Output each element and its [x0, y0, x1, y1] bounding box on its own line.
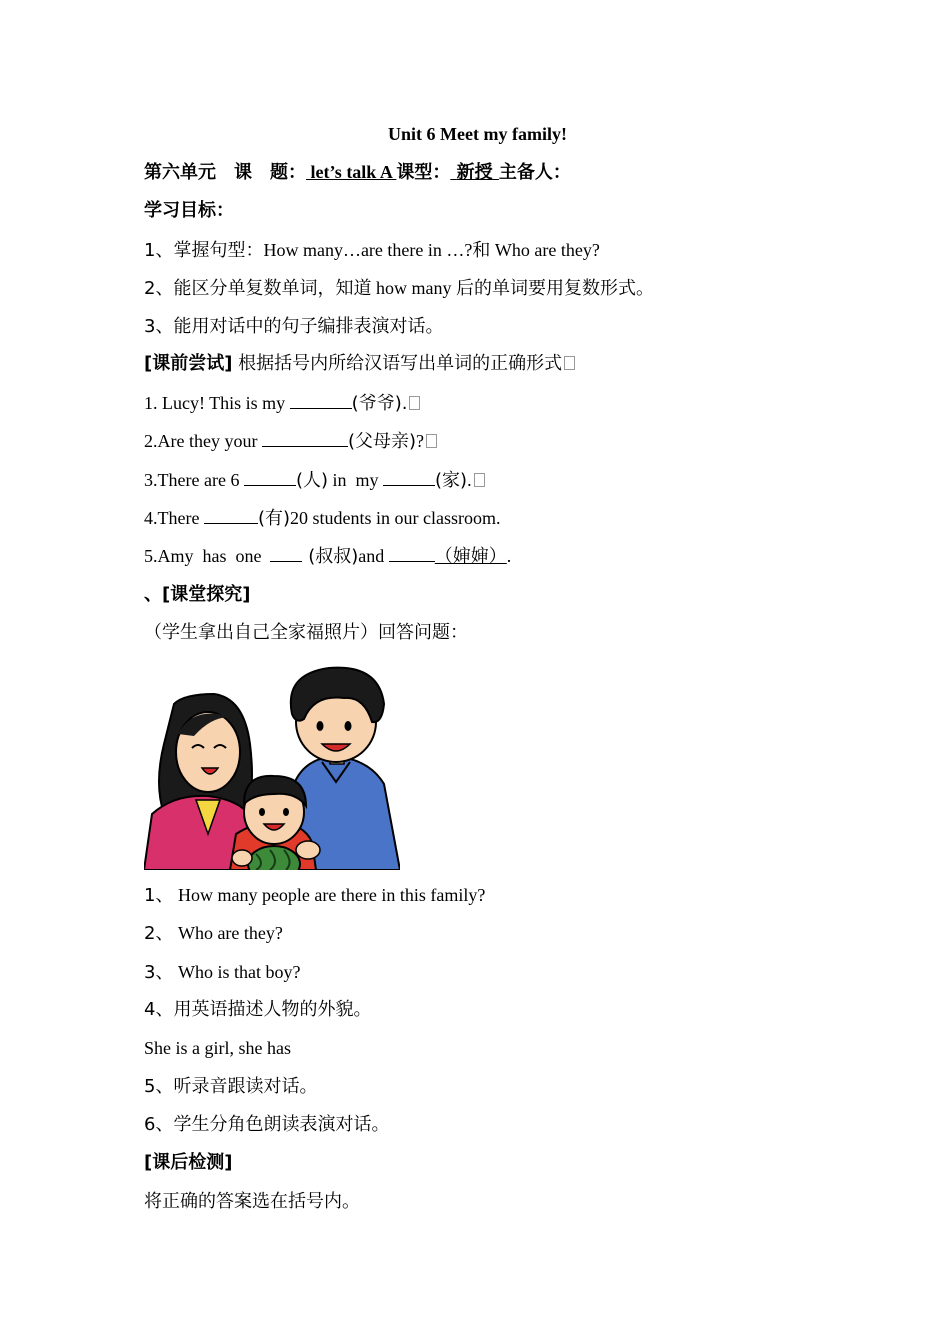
- missing-glyph-icon: [426, 434, 437, 448]
- question-5: 5、听录音跟读对话。: [144, 1076, 318, 1097]
- answer-blank[interactable]: [389, 545, 435, 562]
- pretest-item-2: 2.Are they your (父母亲)?: [144, 429, 437, 454]
- sample-sentence: She is a girl, she has: [144, 1038, 291, 1058]
- answer-blank[interactable]: [290, 392, 352, 409]
- pretest-heading: [课前尝试]: [144, 353, 233, 374]
- family-illustration: [144, 664, 400, 870]
- pretest-item-5: 5.Amy has one (叔叔)and （婶婶）.: [144, 546, 512, 567]
- question-6: 6、学生分角色朗读表演对话。: [144, 1114, 390, 1135]
- question-1: 1、 How many people are there in this family?: [144, 885, 486, 906]
- explore-heading: 、[课堂探究]: [144, 584, 251, 605]
- objective-item-3: 3、能用对话中的句子编排表演对话。: [144, 316, 444, 337]
- pretest-item-3: 3.There are 6 (人) in my (家).: [144, 468, 485, 493]
- pretest-item-4: 4.There (有)20 students in our classroom.: [144, 508, 501, 529]
- pretest-item-1: 1. Lucy! This is my (爷爷).: [144, 391, 420, 416]
- question-4: 4、用英语描述人物的外貌。: [144, 999, 372, 1020]
- posttest-instruction: 将正确的答案选在括号内。: [144, 1191, 360, 1212]
- answer-blank[interactable]: [204, 507, 258, 524]
- answer-blank[interactable]: [270, 545, 302, 562]
- type-label: 课型：: [396, 162, 451, 183]
- pretest-line: [144, 352, 575, 376]
- missing-glyph-icon: [409, 396, 420, 410]
- topic-value: let’s talk A: [310, 162, 392, 182]
- explore-instruction: （学生拿出自己全家福照片）回答问题：: [144, 622, 468, 643]
- type-value: 新授: [456, 162, 493, 183]
- objectives-heading: 学习目标：: [144, 200, 234, 221]
- pretest-instruction: 根据括号内所给汉语写出单词的正确形式: [232, 353, 563, 374]
- answer-blank[interactable]: [244, 469, 296, 486]
- objective-item-1: 1、掌握句型：How many…are there in …?和 Who are they?: [144, 240, 600, 261]
- missing-glyph-icon: [474, 473, 485, 487]
- question-3: 3、 Who is that boy?: [144, 962, 301, 983]
- answer-blank[interactable]: [262, 430, 348, 447]
- header-line: [144, 160, 571, 185]
- posttest-heading: [课后检测]: [144, 1152, 233, 1173]
- answer-blank[interactable]: [383, 469, 435, 486]
- author-label: 主备人：: [498, 162, 571, 183]
- document-title: Unit 6 Meet my family!: [388, 124, 567, 144]
- topic-label: 课 题：: [234, 162, 306, 183]
- unit-label: 第六单元: [144, 162, 216, 183]
- question-2: 2、 Who are they?: [144, 923, 283, 944]
- missing-glyph-icon: [564, 356, 575, 370]
- objective-item-2: 2、能区分单复数单词，知道 how many 后的单词要用复数形式。: [144, 278, 654, 299]
